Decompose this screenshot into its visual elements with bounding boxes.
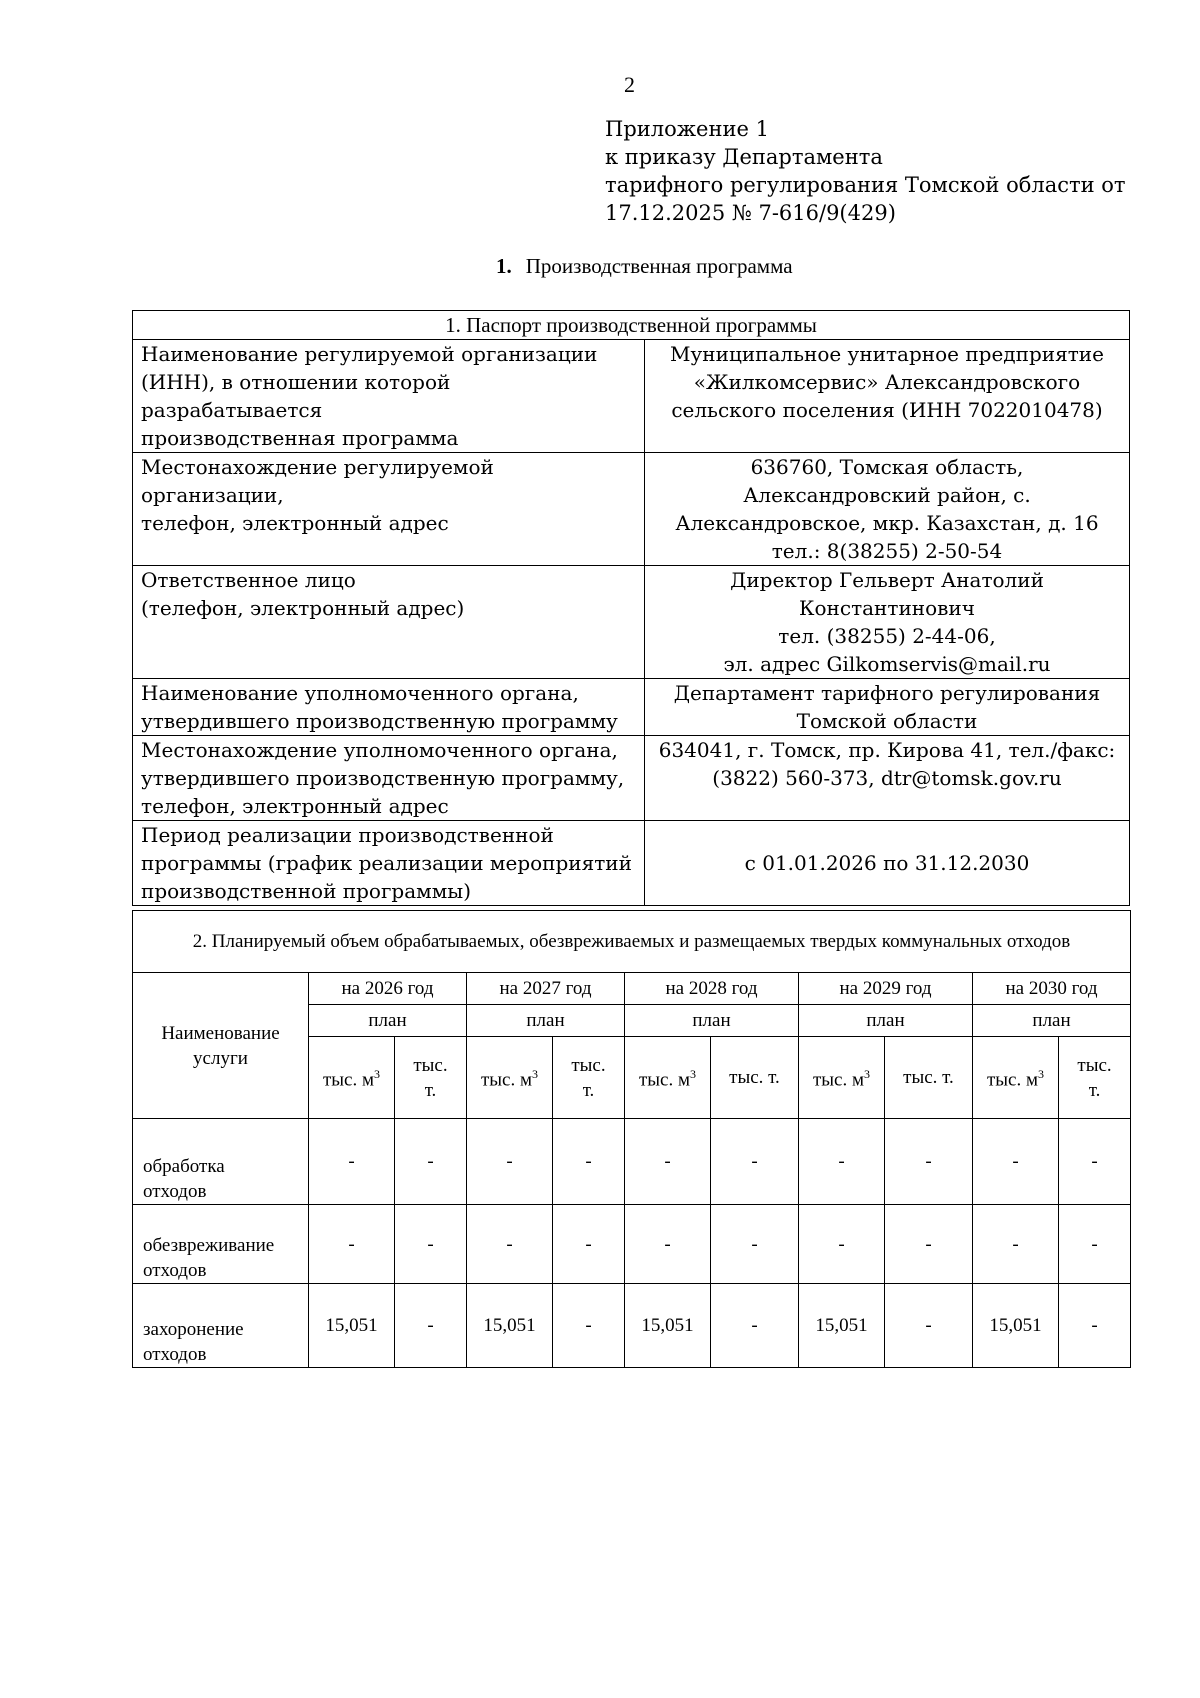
unit-header-m3: тыс. $м^3$: [309, 1037, 395, 1119]
appendix-line: тарифного регулирования Томской области от: [605, 173, 1126, 197]
passport-title: 1. Паспорт производственной программы: [133, 311, 1130, 340]
appendix-line: Приложение 1: [605, 117, 769, 141]
passport-value-organization: Муниципальное унитарное предприятие «Жилкомсервис» Александровского сельского поселения (ИНН 7022010478): [645, 340, 1130, 453]
year-header: на 2026 год: [309, 973, 467, 1005]
table-row: [133, 1205, 1131, 1284]
value-cell: -: [885, 1205, 973, 1284]
passport-value-authority: Департамент тарифного регулирования Томской области: [645, 679, 1130, 736]
plan-header: план: [973, 1005, 1131, 1037]
unit-header-t: тыс. т.: [711, 1037, 799, 1119]
value-cell: -: [799, 1119, 885, 1205]
value-cell: -: [467, 1205, 553, 1284]
year-header: на 2029 год: [799, 973, 973, 1005]
year-header: на 2030 год: [973, 973, 1131, 1005]
section-title-text: Производственная программа: [525, 254, 793, 278]
table-row: [133, 566, 1130, 679]
value-cell: 15,051: [973, 1284, 1059, 1368]
value-cell: -: [553, 1119, 625, 1205]
plan-header: план: [625, 1005, 799, 1037]
value-cell: -: [395, 1284, 467, 1368]
passport-label-organization: Наименование регулируемой организации (ИНН), в отношении которой разрабатывается производственная программа: [133, 340, 645, 453]
value-cell: -: [711, 1119, 799, 1205]
passport-value-responsible: Директор Гельверт Анатолий Константинович тел. (38255) 2-44-06, эл. адрес Gilkomservis@mail.ru: [645, 566, 1130, 679]
value-cell: -: [711, 1284, 799, 1368]
year-header: на 2028 год: [625, 973, 799, 1005]
section-title: [496, 254, 793, 279]
value-cell: 15,051: [625, 1284, 711, 1368]
passport-value-location: 636760, Томская область, Александровский район, с. Александровское, мкр. Казахстан, д. 16 тел.: 8(38255) 2-50-54: [645, 453, 1130, 566]
unit-header-t: тыс. т.: [1059, 1037, 1131, 1119]
value-cell: 15,051: [467, 1284, 553, 1368]
value-cell: -: [395, 1205, 467, 1284]
plan-header: план: [309, 1005, 467, 1037]
value-cell: -: [799, 1205, 885, 1284]
passport-table: [132, 310, 1130, 906]
passport-label-period: Период реализации производственной программы (график реализации мероприятий производственной программы): [133, 821, 645, 906]
appendix-line: к приказу Департамента: [605, 145, 883, 169]
value-cell: -: [973, 1205, 1059, 1284]
passport-value-authority-location: 634041, г. Томск, пр. Кирова 41, тел./факс: (3822) 560-373, dtr@tomsk.gov.ru: [645, 736, 1130, 821]
service-name-header: Наименование услуги: [133, 973, 309, 1119]
table-row: [133, 736, 1130, 821]
table-row: [133, 679, 1130, 736]
value-cell: 15,051: [309, 1284, 395, 1368]
value-cell: -: [885, 1284, 973, 1368]
unit-header-t: тыс. т.: [553, 1037, 625, 1119]
plan-header: план: [467, 1005, 625, 1037]
unit-header-m3: тыс. $м^3$: [799, 1037, 885, 1119]
passport-value-period: с 01.01.2026 по 31.12.2030: [645, 821, 1130, 906]
table-row: [133, 453, 1130, 566]
passport-label-location: Местонахождение регулируемой организации, телефон, электронный адрес: [133, 453, 645, 566]
volume-title: 2. Планируемый объем обрабатываемых, обезвреживаемых и размещаемых твердых коммунальных отходов: [133, 911, 1131, 973]
service-name: захоронение отходов: [133, 1284, 309, 1368]
value-cell: -: [1059, 1284, 1131, 1368]
table-row: [133, 1284, 1131, 1368]
service-name: обезвреживание отходов: [133, 1205, 309, 1284]
value-cell: -: [625, 1119, 711, 1205]
value-cell: -: [625, 1205, 711, 1284]
value-cell: -: [973, 1119, 1059, 1205]
value-cell: -: [1059, 1205, 1131, 1284]
value-cell: 15,051: [799, 1284, 885, 1368]
value-cell: -: [553, 1284, 625, 1368]
year-header: на 2027 год: [467, 973, 625, 1005]
unit-header-m3: тыс. $м^3$: [625, 1037, 711, 1119]
value-cell: -: [309, 1205, 395, 1284]
value-cell: -: [885, 1119, 973, 1205]
value-cell: -: [1059, 1119, 1131, 1205]
table-row: [133, 821, 1130, 906]
unit-header-m3: тыс. $м^3$: [467, 1037, 553, 1119]
passport-label-authority: Наименование уполномоченного органа, утвердившего производственную программу: [133, 679, 645, 736]
service-name: обработка отходов: [133, 1119, 309, 1205]
volume-table: [132, 910, 1131, 1368]
plan-header: план: [799, 1005, 973, 1037]
value-cell: -: [711, 1205, 799, 1284]
appendix-header: [605, 115, 1126, 227]
unit-header-t: тыс. т.: [885, 1037, 973, 1119]
appendix-line: 17.12.2025 № 7-616/9(429): [605, 201, 896, 225]
unit-header-m3: тыс. $м^3$: [973, 1037, 1059, 1119]
passport-label-authority-location: Местонахождение уполномоченного органа, утвердившего производственную программу, телефон, электронный адрес: [133, 736, 645, 821]
table-row: [133, 340, 1130, 453]
section-number: 1.: [496, 254, 512, 278]
value-cell: -: [467, 1119, 553, 1205]
unit-header-t: тыс. т.: [395, 1037, 467, 1119]
value-cell: -: [395, 1119, 467, 1205]
passport-label-responsible: Ответственное лицо (телефон, электронный адрес): [133, 566, 645, 679]
value-cell: -: [553, 1205, 625, 1284]
page-number: 2: [624, 72, 635, 97]
value-cell: -: [309, 1119, 395, 1205]
table-row: [133, 1119, 1131, 1205]
